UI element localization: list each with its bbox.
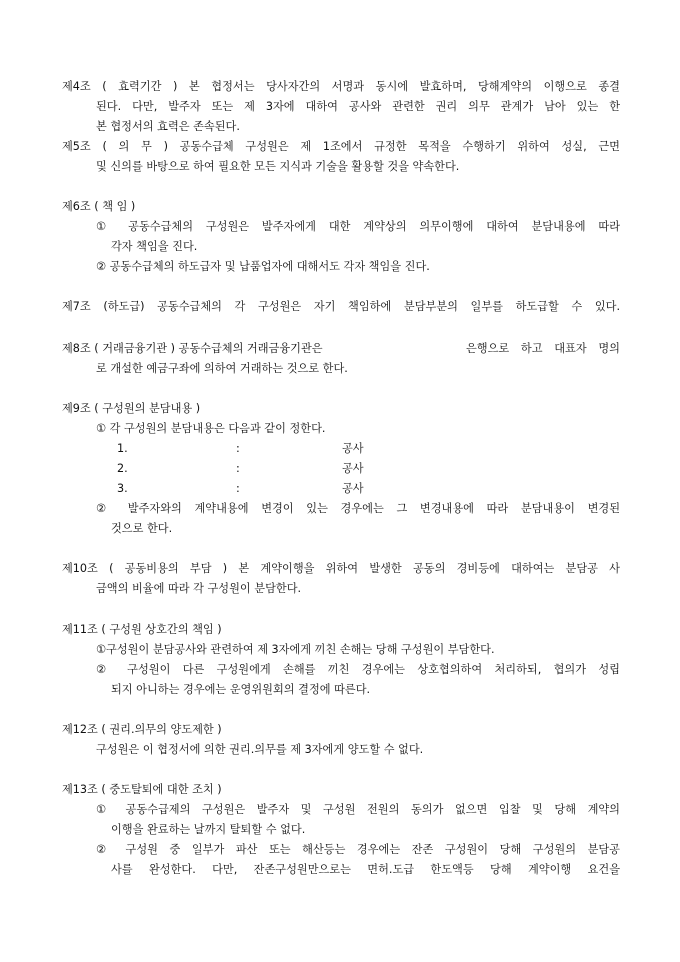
share-row-number: 2. xyxy=(117,462,128,475)
article-4-line-3: 본 협정서의 효력은 존속된다. xyxy=(96,120,240,133)
article-11-item-1-line-1: ①구성원이 분담공사와 관련하여 제 3자에게 끼친 손해는 당해 구성원이 부담한다. xyxy=(96,643,495,656)
article-6-item-1-line-2: 각자 책임을 진다. xyxy=(111,240,198,253)
share-row-separator: : xyxy=(236,482,240,495)
share-row xyxy=(0,441,680,457)
article-5-line-1: 제5조 ( 의 무 ) 공동수급체 구성원은 제 1조에서 규정한 목적을 수행하기 위하여 성실, 근면 xyxy=(62,140,620,153)
article-13-item-2-line-1: ② 구성원 중 일부가 파산 또는 해산등는 경우에는 잔존 구성원이 당해 구성원의 분담공 xyxy=(96,843,620,856)
share-row-separator: : xyxy=(236,462,240,475)
article-13-item-2-line-2: 사를 완성한다. 다만, 잔존구성원만으로는 면허.도급 한도액등 당해 계약이행 요건을 xyxy=(111,863,620,876)
article-8-line-1-part-b: 은행으로 하고 대표자 명의 xyxy=(466,342,620,355)
article-6-item-1-line-1: ① 공동수급체의 구성원은 발주자에게 대한 계약상의 의무이행에 대하여 분담내용에 따라 xyxy=(96,220,620,233)
share-row xyxy=(0,461,680,477)
article-10-line-2: 금액의 비율에 따라 각 구성원이 분담한다. xyxy=(96,582,302,595)
article-9-title: 제9조 ( 구성원의 분담내용 ) xyxy=(62,402,201,415)
article-13-item-1-line-1: ① 공동수급제의 구성원은 발주자 및 구성원 전원의 동의가 없으면 입찰 및 당해 계약의 xyxy=(96,803,620,816)
article-9-item-2-line-2: 것으로 한다. xyxy=(111,522,173,535)
article-6-item-2-line-1: ② 공동수급체의 하도급자 및 납품업자에 대해서도 각자 책임을 진다. xyxy=(96,260,430,273)
article-11-title: 제11조 ( 구성원 상호간의 책임 ) xyxy=(62,623,222,636)
share-row-separator: : xyxy=(236,442,240,455)
share-row-number: 1. xyxy=(117,442,128,455)
share-row-number: 3. xyxy=(117,482,128,495)
article-13-item-1-line-2: 이행을 완료하는 날까지 탈퇴할 수 없다. xyxy=(111,823,306,836)
article-12-title: 제12조 ( 권리.의무의 양도제한 ) xyxy=(62,723,222,736)
article-12-line-1: 구성원은 이 협정서에 의한 권리.의무를 제 3자에게 양도할 수 없다. xyxy=(96,743,424,756)
article-11-item-2-line-2: 되지 아니하는 경우에는 운영위원회의 결정에 따른다. xyxy=(111,683,371,696)
article-7-line-1: 제7조 (하도급) 공동수급체의 각 구성원은 자기 책임하에 분담부분의 일부를 하도급할 수 있다. xyxy=(62,300,620,313)
article-6-title: 제6조 ( 책 임 ) xyxy=(62,200,136,213)
share-row xyxy=(0,481,680,497)
article-8-line-1-part-a: 제8조 ( 거래금융기관 ) 공동수급체의 거래금융기관은 xyxy=(62,342,323,355)
article-4-line-1: 제4조 ( 효력기간 ) 본 협정서는 당사자간의 서명과 동시에 발효하며, 당해계약의 이행으로 종결 xyxy=(62,80,620,93)
share-row-work: 공사 xyxy=(342,482,364,495)
article-4-line-2: 된다. 다만, 발주자 또는 제 3자에 대하여 공사와 관련한 권리 의무 관계가 남아 있는 한 xyxy=(96,100,620,113)
share-row-work: 공사 xyxy=(342,442,364,455)
article-8-line-2: 로 개설한 예금구좌에 의하여 거래하는 것으로 한다. xyxy=(96,362,348,375)
share-row-work: 공사 xyxy=(342,462,364,475)
article-9-item-2-line-1: ② 발주자와의 계약내용에 변경이 있는 경우에는 그 변경내용에 따라 분담내용이 변경된 xyxy=(96,502,620,515)
article-10-line-1: 제10조 ( 공동비용의 부담 ) 본 계약이행을 위하여 발생한 공동의 경비등에 대하여는 분담공 사 xyxy=(62,562,620,575)
article-9-item-1-line-1: ① 각 구성원의 분담내용은 다음과 같이 정한다. xyxy=(96,422,326,435)
article-11-item-2-line-1: ② 구성원이 다른 구성원에게 손해를 끼친 경우에는 상호협의하여 처리하되, 협의가 성립 xyxy=(96,663,620,676)
article-13-title: 제13조 ( 중도탈퇴에 대한 조치 ) xyxy=(62,783,222,796)
article-5-line-2: 및 신의를 바탕으로 하여 필요한 모든 지식과 기술을 활용할 것을 약속한다. xyxy=(96,160,460,173)
